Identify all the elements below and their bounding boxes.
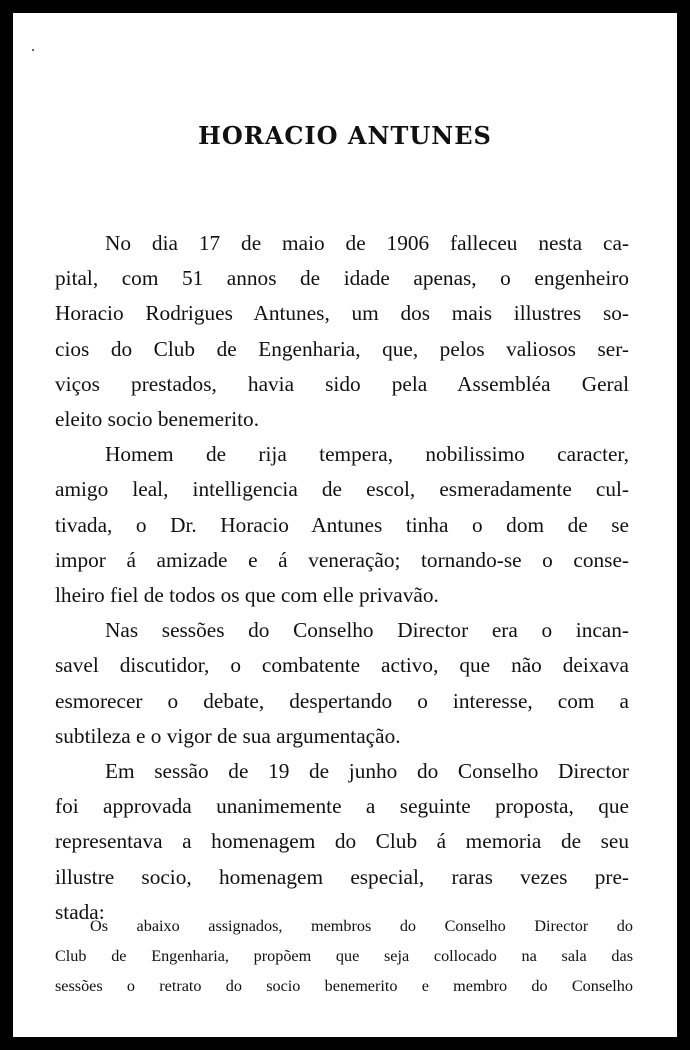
text-line: eleito socio benemerito. [55, 407, 260, 432]
text-line: Nas sessões do Conselho Director era o incan- [105, 618, 629, 643]
text-line: No dia 17 de maio de 1906 falleceu nesta ca- [105, 231, 629, 255]
paragraph-4 [55, 754, 629, 930]
body-text [55, 226, 629, 930]
text-line: subtileza e o vigor de sua argumentação. [55, 723, 401, 748]
paragraph-2 [55, 437, 629, 613]
text-line: impor á amizade e á veneração; tornando-se o conse- [55, 547, 629, 572]
text-line: Horacio Rodrigues Antunes, um dos mais illustres so- [55, 301, 629, 326]
document-page [13, 13, 677, 1037]
paragraph-1 [55, 226, 629, 437]
document-title: HORACIO ANTUNES [198, 121, 492, 150]
paragraph-3 [55, 613, 629, 754]
text-line: pital, com 51 annos de idade apenas, o engenheiro [55, 266, 629, 291]
text-line: sessões o retrato do socio benemerito e membro do Conselho [55, 977, 633, 995]
text-line: Homem de rija tempera, nobilissimo caracter, [105, 442, 629, 467]
text-line: viços prestados, havia sido pela Assembléa Geral [55, 371, 629, 396]
text-line: esmorecer o debate, despertando o interesse, com a [55, 688, 629, 713]
text-line: amigo leal, intelligencia de escol, esmeradamente cul- [55, 477, 629, 502]
text-line: lheiro fiel de todos os que com elle privavão. [55, 583, 439, 608]
print-speck [32, 49, 34, 51]
text-line: illustre socio, homenagem especial, raras vezes pre- [55, 864, 629, 889]
text-line: foi approvada unanimemente a seguinte proposta, que [55, 794, 629, 819]
text-line: tivada, o Dr. Horacio Antunes tinha o dom de se [55, 512, 629, 537]
text-line: Club de Engenharia, propõem que seja collocado na sala das [55, 947, 633, 965]
text-line: cios do Club de Engenharia, que, pelos valiosos ser- [55, 336, 629, 361]
text-line: Os abaixo assignados, membros do Conselho Director do [90, 917, 633, 935]
text-line: representava a homenagem do Club á memoria de seu [55, 829, 629, 854]
proposal-text [55, 911, 633, 1001]
text-line: savel discutidor, o combatente activo, que não deixava [55, 653, 629, 678]
text-line: stada: [55, 899, 105, 924]
text-line: Em sessão de 19 de junho do Conselho Director [105, 759, 629, 784]
